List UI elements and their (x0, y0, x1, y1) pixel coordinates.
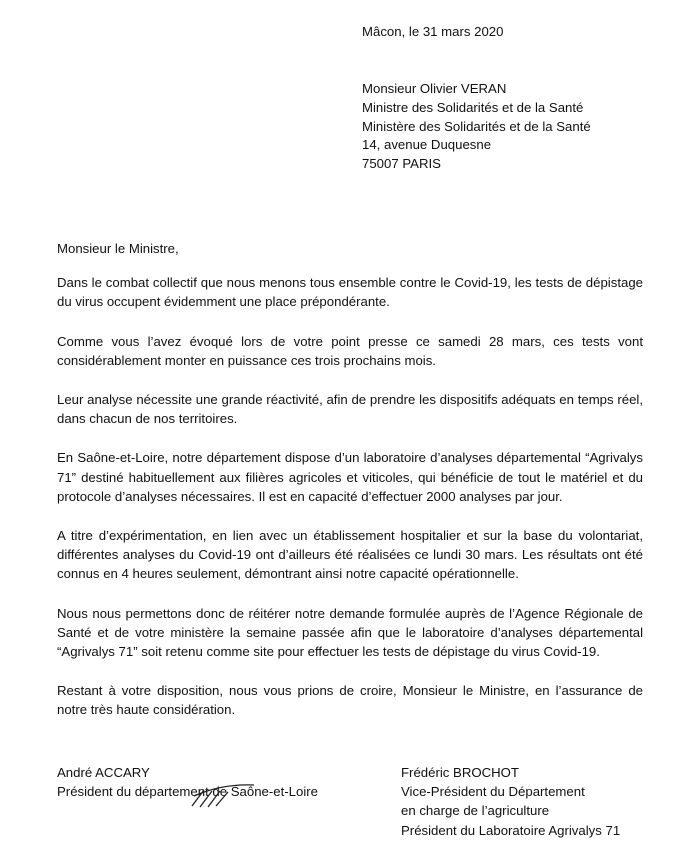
signatory-name: Frédéric BROCHOT (401, 765, 519, 780)
letter-body (57, 239, 643, 740)
paragraph: En Saône-et-Loire, notre département dispose d’un laboratoire d’analyses départemental “Agrivalys 71” destiné habituellement aux filières agricoles et viticoles, qui bénéficie de tout le matériel et du protocole d’analyses nécessaires. Il est en capacité d’effectuer 2000 analyses par jour. (57, 450, 643, 504)
signatory-role: Président du département de Saône-et-Loire (57, 784, 318, 800)
paragraph: Dans le combat collectif que nous menons tous ensemble contre le Covid-19, les tests de dépistage du virus occupent évidemment une place prépondérante. (57, 275, 643, 310)
recipient-ministry: Ministère des Solidarités et de la Santé (362, 118, 591, 134)
closing-paragraph: Restant à votre disposition, nous vous prions de croire, Monsieur le Ministre, en l’assurance de notre très haute considération. (57, 683, 643, 718)
signatory-name: André ACCARY (57, 765, 150, 780)
paragraph: A titre d’expérimentation, en lien avec un établissement hospitalier et sur la base du volontariat, différentes analyses du Covid-19 ont d’ailleurs été réalisées ce lundi 30 mars. Les résultats ont été connus en 4 heures seulement, démontrant ainsi notre capacité opérationnelle. (57, 528, 643, 582)
recipient-title: Ministre des Solidarités et de la Santé (362, 99, 584, 115)
recipient-street: 14, avenue Duquesne (362, 137, 492, 153)
recipient-address (362, 80, 591, 174)
signatory-role: en charge de l’agriculture (401, 803, 550, 819)
signatory-right (401, 763, 620, 840)
signatory-role: Vice-Président du Département (401, 784, 585, 800)
recipient-city: 75007 PARIS (362, 156, 441, 172)
date-line: Mâcon, le 31 mars 2020 (362, 24, 504, 39)
recipient-name: Monsieur Olivier VERAN (362, 81, 507, 96)
salutation: Monsieur le Ministre, (57, 241, 179, 256)
paragraph: Comme vous l’avez évoqué lors de votre point presse ce samedi 28 mars, ces tests vont considérablement monter en puissance ces trois prochains mois. (57, 333, 643, 368)
paragraph: Leur analyse nécessite une grande réactivité, afin de prendre les dispositifs adéquats en temps réel, dans chacun de nos territoires. (57, 392, 643, 427)
paragraph: Nous nous permettons donc de réitérer notre demande formulée auprès de l’Agence Régionale de Santé et de votre ministère la semaine passée afin que le laboratoire d’analyses départemental “Agrivalys 71” soit retenu comme site pour effectuer les tests de dépistage du virus Covid-19. (57, 605, 643, 660)
signatory-role: Président du Laboratoire Agrivalys 71 (401, 822, 621, 838)
handwritten-signature (188, 776, 258, 810)
